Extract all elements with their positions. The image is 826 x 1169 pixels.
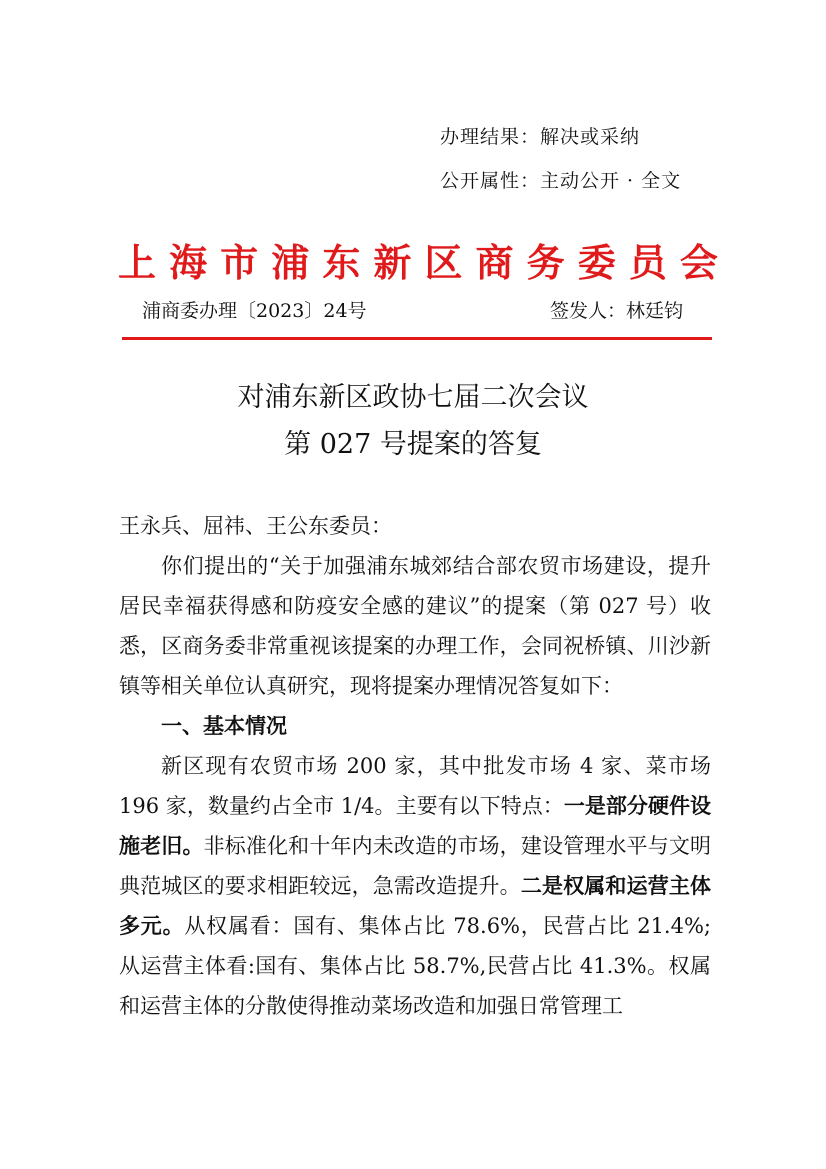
paragraph bbox=[119, 746, 711, 1026]
org-char: 市 bbox=[220, 240, 259, 285]
org-char: 东 bbox=[322, 240, 361, 285]
org-char: 委 bbox=[577, 240, 616, 285]
handling-result: 办理结果：解决或采纳 bbox=[440, 126, 641, 148]
org-char: 区 bbox=[424, 240, 463, 285]
issuing-organization bbox=[118, 232, 718, 287]
org-char: 新 bbox=[373, 240, 412, 285]
paragraph-text: 从权属看：国有、集体占比 78.6%，民营占比 21.4%;从运营主体看:国有、集体占比 58.7%,民营占比 41.3%。权属和运营主体的分散使得推动菜场改造和加强日常管理工 bbox=[119, 914, 711, 1018]
org-char: 会 bbox=[679, 240, 718, 285]
signer: 签发人：林廷钧 bbox=[550, 300, 684, 322]
org-char: 浦 bbox=[271, 240, 310, 285]
paragraph-text: 新区现有农贸市场 200 家，其中批发市场 4 家、菜市场 196 家，数量约占全市 1/4。主要有以下特点： bbox=[119, 754, 711, 818]
document-title-line1: 对浦东新区政协七届二次会议 bbox=[237, 382, 589, 413]
section-heading: 一、基本情况 bbox=[161, 714, 287, 738]
highlight-text: 二是权属和运营主体多元。 bbox=[119, 874, 712, 938]
document-title-line2: 第 027 号提案的答复 bbox=[284, 429, 542, 460]
header-divider bbox=[122, 337, 712, 340]
document-number: 浦商委办理〔2023〕24号 bbox=[142, 300, 367, 322]
salutation: 王永兵、屈祎、王公东委员： bbox=[119, 514, 392, 538]
org-char: 上 bbox=[118, 240, 157, 285]
org-char: 员 bbox=[628, 240, 667, 285]
document-body bbox=[119, 506, 711, 1026]
org-char: 商 bbox=[475, 240, 514, 285]
paragraph-text: 非标准化和十年内未改造的市场，建设管理水平与文明典范城区的要求相距较远，急需改造提升。 bbox=[119, 834, 711, 898]
paragraph: 你们提出的“关于加强浦东城郊结合部农贸市场建设，提升居民幸福获得感和防疫安全感的建议”的提案（第 027 号）收悉，区商务委非常重视该提案的办理工作，会同祝桥镇、川沙新镇等相关单位认真研究，现将提案办理情况答复如下： bbox=[119, 554, 711, 698]
org-char: 务 bbox=[526, 240, 565, 285]
org-char: 海 bbox=[169, 240, 208, 285]
highlight-text: 一是部分硬件设施老旧。 bbox=[119, 794, 712, 858]
disclosure-attribute: 公开属性：主动公开 · 全文 bbox=[440, 170, 682, 192]
